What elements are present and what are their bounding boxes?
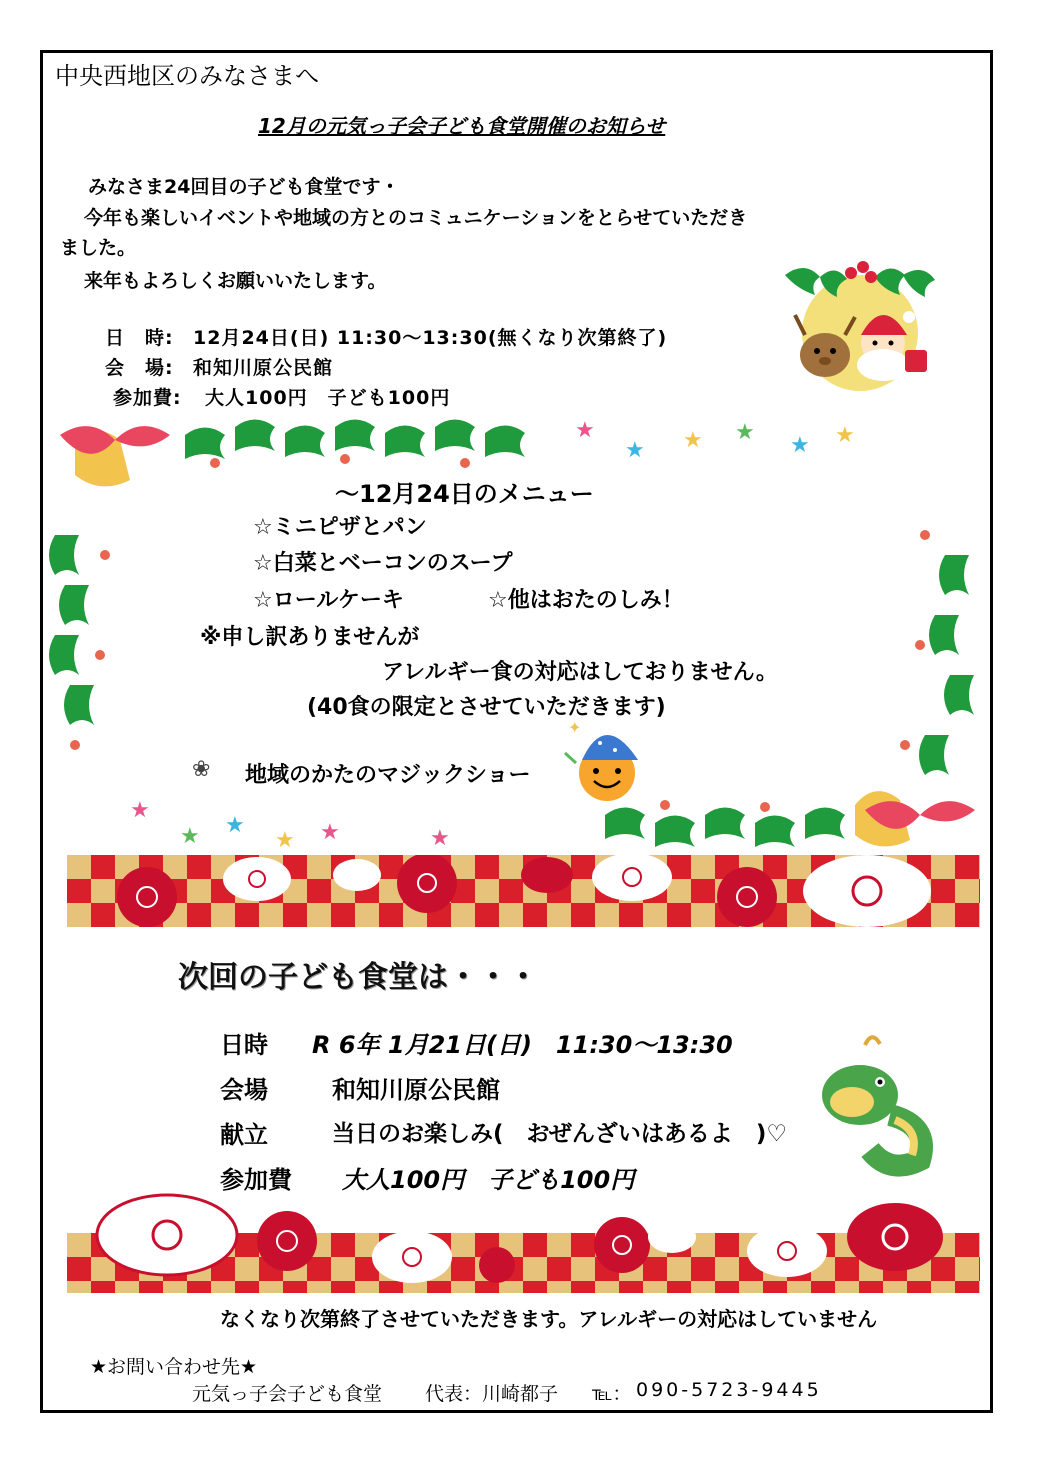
event-date-label: 日 時: bbox=[105, 327, 174, 349]
next-fee-value: 大人100円 子ども100円 bbox=[342, 1166, 635, 1194]
contact-org: 元気っ子会子ども食堂 bbox=[192, 1383, 383, 1405]
contact-representative: 代表：川崎都子 bbox=[425, 1383, 559, 1405]
star-icon: ★ bbox=[180, 824, 200, 849]
menu-title: ～12月24日のメニュー bbox=[335, 480, 594, 508]
next-venue-value: 和知川原公民館 bbox=[332, 1076, 500, 1104]
star-icon: ★ bbox=[275, 828, 295, 853]
next-venue-label: 会場 bbox=[220, 1076, 268, 1104]
next-menu-value: 当日のお楽しみ( おぜんざいはあるよ )♡ bbox=[332, 1121, 787, 1147]
star-icon: ★ bbox=[130, 798, 150, 823]
star-icon: ★ bbox=[790, 433, 810, 458]
event-fee-label: 参加費: bbox=[113, 387, 182, 409]
star-icon: ★ bbox=[683, 428, 703, 453]
contact-heading: ★お問い合わせ先★ bbox=[90, 1356, 258, 1378]
star-icon: ★ bbox=[225, 813, 245, 838]
next-fee-label: 参加費 bbox=[220, 1166, 292, 1194]
dragon-illustration bbox=[810, 1030, 940, 1180]
star-icon: ★ bbox=[320, 820, 340, 845]
next-date-label: 日時 bbox=[220, 1031, 268, 1059]
bell-left bbox=[60, 426, 170, 486]
plum-check-band-bottom bbox=[67, 1185, 980, 1293]
contact-tel-label: ℡： bbox=[592, 1383, 632, 1405]
plum-check-band-top bbox=[67, 855, 980, 927]
contact-tel: 090-5723-9445 bbox=[636, 1379, 822, 1401]
closing-note: なくなり次第終了させていただきます。アレルギーの対応はしていません bbox=[220, 1307, 878, 1331]
star-icon: ★ bbox=[430, 826, 450, 851]
star-icon: ★ bbox=[575, 418, 595, 443]
intro-line-2: 今年も楽しいイベントや地域の方とのコミュニケーションをとらせていただき bbox=[84, 207, 748, 229]
event-venue-label: 会 場: bbox=[105, 357, 174, 379]
menu-item-pizza: ☆ミニピザとパン bbox=[253, 515, 427, 540]
intro-line-4: 来年もよろしくお願いいたします。 bbox=[84, 270, 387, 292]
menu-item-surprise: ☆他はおたのしみ！ bbox=[488, 588, 684, 613]
menu-item-soup: ☆白菜とベーコンのスープ bbox=[253, 551, 513, 576]
star-icon: ★ bbox=[735, 420, 755, 445]
star-icon: ★ bbox=[835, 423, 855, 448]
svg-text:✦: ✦ bbox=[568, 718, 582, 737]
addressee: 中央西地区のみなさまへ bbox=[55, 62, 319, 90]
event-fee-value: 大人100円 子ども100円 bbox=[205, 387, 451, 409]
intro-line-3: ました。 bbox=[60, 237, 137, 259]
next-session-title: 次回の子ども食堂は・・・ bbox=[178, 960, 538, 995]
wizard-sun-illustration bbox=[560, 715, 650, 805]
event-date-value: 12月24日(日) 11:30～13:30(無くなり次第終了) bbox=[193, 327, 668, 349]
bell-right bbox=[855, 791, 975, 846]
menu-item-rollcake: ☆ロールケーキ bbox=[253, 588, 404, 613]
star-icon: ★ bbox=[625, 438, 645, 463]
event-venue-value: 和知川原公民館 bbox=[193, 357, 334, 379]
santa-reindeer-illustration bbox=[775, 255, 945, 395]
next-date-value: R 6年 1月21日(日) 11:30～13:30 bbox=[312, 1031, 733, 1059]
notice-title: 12月の元気っ子会子ども食堂開催のお知らせ bbox=[258, 114, 666, 138]
allergy-apology-2: アレルギー食の対応はしておりません。 bbox=[382, 660, 778, 685]
meal-limit: (40食の限定とさせていただきます) bbox=[307, 695, 666, 720]
magic-show: 地域のかたのマジックショー bbox=[245, 763, 531, 788]
allergy-apology-1: ※申し訳ありませんが bbox=[200, 625, 420, 650]
intro-line-1: みなさま24回目の子ども食堂です・ bbox=[88, 176, 400, 198]
next-menu-label: 献立 bbox=[220, 1121, 268, 1149]
flower-icon: ❀ bbox=[192, 757, 211, 782]
